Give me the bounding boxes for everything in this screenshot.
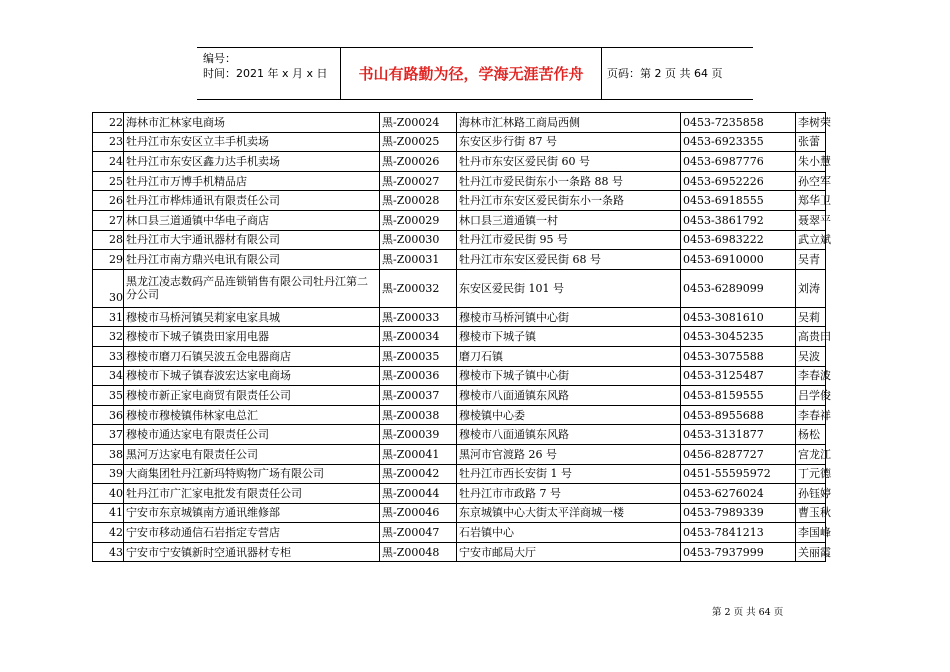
table-row [93,210,826,230]
phone-number-cell: 0453-6910000 [681,250,796,270]
dealer-table-wrapper [92,112,831,562]
company-name-cell: 宁安市东京城镇南方通讯维修部 [124,503,380,523]
dealer-code-cell: 黑-Z00026 [380,152,457,172]
phone-number-cell: 0453-3045235 [681,327,796,347]
table-row [93,327,826,347]
phone-number-cell: 0453-6918555 [681,191,796,211]
dealer-code-cell: 黑-Z00036 [380,366,457,386]
phone-number-cell: 0453-3861792 [681,210,796,230]
table-row [93,191,826,211]
header-motto: 书山有路勤为径，学海无涯苦作舟 [358,65,584,83]
document-header [197,47,753,100]
row-number-cell: 42 [93,523,124,543]
dealer-code-cell: 黑-Z00024 [380,113,457,133]
table-row [93,405,826,425]
table-row [93,152,826,172]
company-name-cell: 牡丹江市东安区鑫力达手机卖场 [124,152,380,172]
phone-number-cell: 0453-6952226 [681,171,796,191]
phone-number-cell: 0453-8955688 [681,405,796,425]
row-number-cell: 25 [93,171,124,191]
table-row [93,132,826,152]
dealer-table-body [93,113,831,562]
company-name-cell: 宁安市移动通信石岩指定专营店 [124,523,380,543]
dealer-code-cell: 黑-Z00034 [380,327,457,347]
dealer-code-cell: 黑-Z00025 [380,132,457,152]
row-number-cell: 37 [93,425,124,445]
contact-person-cell: 朱小慧 [796,152,826,172]
contact-person-cell: 高贵田 [796,327,826,347]
company-name-cell: 林口县三道通镇中华电子商店 [124,210,380,230]
address-cell: 牡丹江市东安区爱民街 68 号 [457,250,681,270]
row-number-cell: 35 [93,386,124,406]
row-number-cell: 28 [93,230,124,250]
table-row [93,346,826,366]
phone-number-cell: 0453-3125487 [681,366,796,386]
company-name-cell: 牡丹江市大宇通讯器材有限公司 [124,230,380,250]
row-number-cell: 36 [93,405,124,425]
header-meta [203,51,328,81]
header-page-label: 页码：第 2 页 共 64 页 [607,67,723,80]
company-name-cell: 穆棱市下城子镇春波宏达家电商场 [124,366,380,386]
contact-person-cell: 刘涛 [796,269,826,307]
address-cell: 海林市汇林路工商局西侧 [457,113,681,133]
company-name-cell: 黑河万达家电有限责任公司 [124,444,380,464]
company-name-cell: 穆棱市新正家电商贸有限责任公司 [124,386,380,406]
contact-person-cell: 吴莉 [796,307,826,327]
dealer-code-cell: 黑-Z00039 [380,425,457,445]
contact-person-cell: 武立斌 [796,230,826,250]
row-number-cell: 40 [93,484,124,504]
company-name-cell: 宁安市宁安镇新时空通讯器材专柜 [124,542,380,562]
company-name-cell: 大商集团牡丹江新玛特购物广场有限公司 [124,464,380,484]
address-cell: 穆棱市马桥河镇中心街 [457,307,681,327]
row-number-cell: 33 [93,346,124,366]
contact-person-cell: 吴波 [796,346,826,366]
table-row [93,230,826,250]
address-cell: 磨刀石镇 [457,346,681,366]
time-label: 时间：2021 年 x 月 x 日 [203,67,328,80]
phone-number-cell: 0453-6923355 [681,132,796,152]
row-number-cell: 31 [93,307,124,327]
dealer-code-cell: 黑-Z00032 [380,269,457,307]
table-row [93,250,826,270]
phone-number-cell: 0453-6276024 [681,484,796,504]
dealer-code-cell: 黑-Z00042 [380,464,457,484]
dealer-code-cell: 黑-Z00030 [380,230,457,250]
address-cell: 牡丹江市爱民街东小一条路 88 号 [457,171,681,191]
address-cell: 穆棱市下城子镇中心街 [457,366,681,386]
row-number-cell: 32 [93,327,124,347]
contact-person-cell: 吕学俊 [796,386,826,406]
address-cell: 黑河市官渡路 26 号 [457,444,681,464]
address-cell: 林口县三道通镇一村 [457,210,681,230]
table-row [93,171,826,191]
contact-person-cell: 杨松 [796,425,826,445]
row-number-cell: 22 [93,113,124,133]
address-cell: 牡丹江市市政路 7 号 [457,484,681,504]
phone-number-cell: 0453-6289099 [681,269,796,307]
table-row [93,523,826,543]
address-cell: 宁安市邮局大厅 [457,542,681,562]
phone-number-cell: 0451-55595972 [681,464,796,484]
row-number-cell: 24 [93,152,124,172]
contact-person-cell: 李春波 [796,366,826,386]
address-cell: 石岩镇中心 [457,523,681,543]
dealer-code-cell: 黑-Z00047 [380,523,457,543]
company-name-cell: 牡丹江市东安区立丰手机卖场 [124,132,380,152]
contact-person-cell: 孙钰婷 [796,484,826,504]
company-name-cell: 穆棱市下城子镇贵田家用电器 [124,327,380,347]
dealer-code-cell: 黑-Z00027 [380,171,457,191]
row-number-cell: 41 [93,503,124,523]
contact-person-cell: 关丽霞 [796,542,826,562]
phone-number-cell: 0453-7989339 [681,503,796,523]
table-row [93,542,826,562]
number-label: 编号： [203,52,236,65]
address-cell: 东安区爱民街 101 号 [457,269,681,307]
phone-number-cell: 0453-6983222 [681,230,796,250]
address-cell: 穆棱市八面通镇东风路 [457,425,681,445]
contact-person-cell: 曹玉秋 [796,503,826,523]
contact-person-cell: 张蕾 [796,132,826,152]
phone-number-cell: 0453-3075588 [681,346,796,366]
table-row [93,484,826,504]
row-number-cell: 43 [93,542,124,562]
dealer-code-cell: 黑-Z00035 [380,346,457,366]
row-number-cell: 34 [93,366,124,386]
table-row [93,444,826,464]
company-name-cell: 黑龙江凌志数码产品连锁销售有限公司牡丹江第二分公司 [124,269,380,307]
table-row [93,503,826,523]
company-name-cell: 牡丹江市桦炜通讯有限责任公司 [124,191,380,211]
page-footer: 第 2 页 共 64 页 [712,607,784,618]
company-name-cell: 穆棱市磨刀石镇吴波五金电器商店 [124,346,380,366]
row-number-cell: 39 [93,464,124,484]
contact-person-cell: 丁元德 [796,464,826,484]
address-cell: 东京城镇中心大街太平洋商城一楼 [457,503,681,523]
address-cell: 穆棱市八面通镇东风路 [457,386,681,406]
address-cell: 穆棱市下城子镇 [457,327,681,347]
table-row [93,307,826,327]
row-number-cell: 27 [93,210,124,230]
table-row [93,269,826,307]
phone-number-cell: 0453-7937999 [681,542,796,562]
dealer-code-cell: 黑-Z00028 [380,191,457,211]
address-cell: 牡丹江市西长安街 1 号 [457,464,681,484]
phone-number-cell: 0453-6987776 [681,152,796,172]
phone-number-cell: 0456-8287727 [681,444,796,464]
contact-person-cell: 郑华卫 [796,191,826,211]
company-name-cell: 穆棱市马桥河镇吴莉家电家具城 [124,307,380,327]
table-row [93,425,826,445]
address-cell: 东安区步行街 87 号 [457,132,681,152]
contact-person-cell: 李国峰 [796,523,826,543]
row-number-cell: 38 [93,444,124,464]
dealer-code-cell: 黑-Z00038 [380,405,457,425]
address-cell: 牡丹江市爱民街 95 号 [457,230,681,250]
address-cell: 牡丹江市东安区爱民街东小一条路 [457,191,681,211]
phone-number-cell: 0453-7841213 [681,523,796,543]
contact-person-cell: 李树荣 [796,113,826,133]
dealer-code-cell: 黑-Z00031 [380,250,457,270]
dealer-code-cell: 黑-Z00044 [380,484,457,504]
company-name-cell: 牡丹江市广汇家电批发有限责任公司 [124,484,380,504]
table-row [93,113,826,133]
contact-person-cell: 宫龙江 [796,444,826,464]
dealer-code-cell: 黑-Z00037 [380,386,457,406]
contact-person-cell: 聂翠平 [796,210,826,230]
company-name-cell: 穆棱市穆棱镇伟林家电总汇 [124,405,380,425]
company-name-cell: 牡丹江市南方鼎兴电讯有限公司 [124,250,380,270]
row-number-cell: 29 [93,250,124,270]
contact-person-cell: 吴青 [796,250,826,270]
header-divider [601,48,602,99]
contact-person-cell: 孙空军 [796,171,826,191]
company-name-cell: 穆棱市通达家电有限责任公司 [124,425,380,445]
contact-person-cell: 李春祥 [796,405,826,425]
table-row [93,366,826,386]
dealer-code-cell: 黑-Z00033 [380,307,457,327]
table-row [93,386,826,406]
dealer-code-cell: 黑-Z00046 [380,503,457,523]
table-row [93,464,826,484]
row-number-cell: 30 [93,269,124,307]
row-number-cell: 26 [93,191,124,211]
phone-number-cell: 0453-3081610 [681,307,796,327]
phone-number-cell: 0453-3131877 [681,425,796,445]
phone-number-cell: 0453-8159555 [681,386,796,406]
row-number-cell: 23 [93,132,124,152]
dealer-code-cell: 黑-Z00041 [380,444,457,464]
phone-number-cell: 0453-7235858 [681,113,796,133]
company-name-cell: 海林市汇林家电商场 [124,113,380,133]
dealer-code-cell: 黑-Z00048 [380,542,457,562]
company-name-cell: 牡丹江市万博手机精品店 [124,171,380,191]
address-cell: 穆棱镇中心委 [457,405,681,425]
dealer-code-cell: 黑-Z00029 [380,210,457,230]
dealer-table [92,112,831,562]
address-cell: 牡丹市东安区爱民街 60 号 [457,152,681,172]
